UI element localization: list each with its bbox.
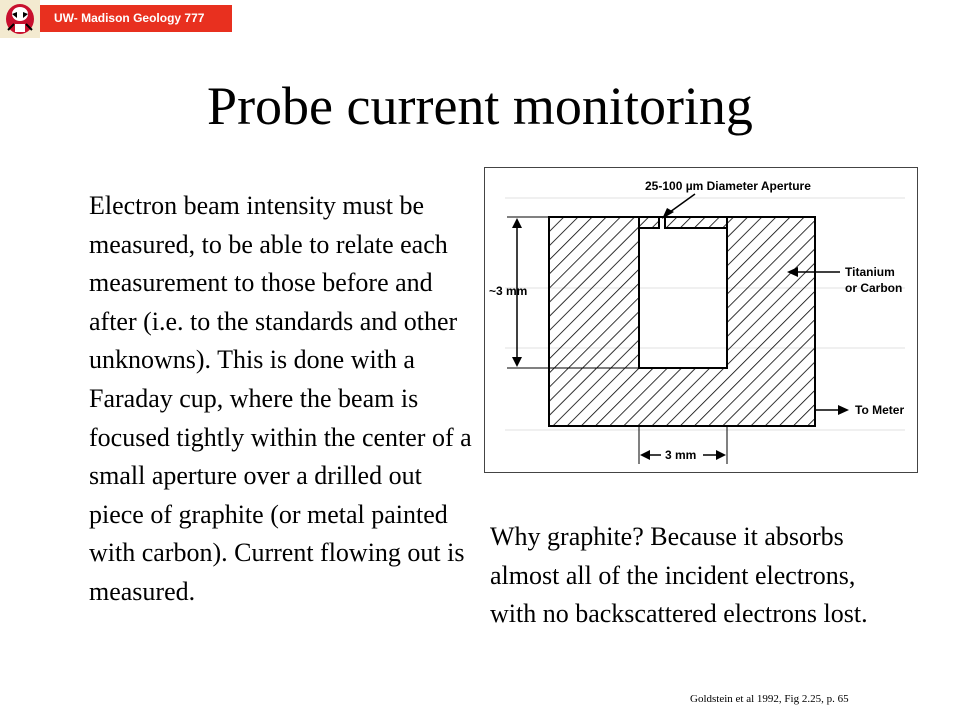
width-label: 3 mm	[665, 448, 697, 462]
material-label-2: or Carbon	[845, 281, 903, 295]
aperture-label: 25-100 µm Diameter Aperture	[645, 179, 811, 193]
slide-title: Probe current monitoring	[207, 76, 753, 136]
course-badge: UW- Madison Geology 777	[40, 5, 232, 32]
body-paragraph: Electron beam intensity must be measured, to be able to relate each measurement to those before and after (i.e. to the standards and other unknowns). This is done with a Faraday cup, where the beam is focused tightly within the center of a small aperture over a drilled out piece of graphite (or metal painted with carbon). Current flowing out is measured.	[89, 191, 472, 606]
faraday-cup-diagram	[484, 167, 918, 473]
badger-logo-icon	[0, 0, 40, 38]
graphite-explanation: Why graphite? Because it absorbs almost all of the incident electrons, with no backscattered electrons lost.	[490, 522, 868, 629]
cup-body	[549, 217, 815, 426]
material-label-1: Titanium	[845, 265, 895, 279]
figure-credit: Goldstein et al 1992, Fig 2.25, p. 65	[690, 693, 849, 705]
meter-label: To Meter	[855, 403, 905, 417]
height-label: ~3 mm	[489, 284, 528, 298]
